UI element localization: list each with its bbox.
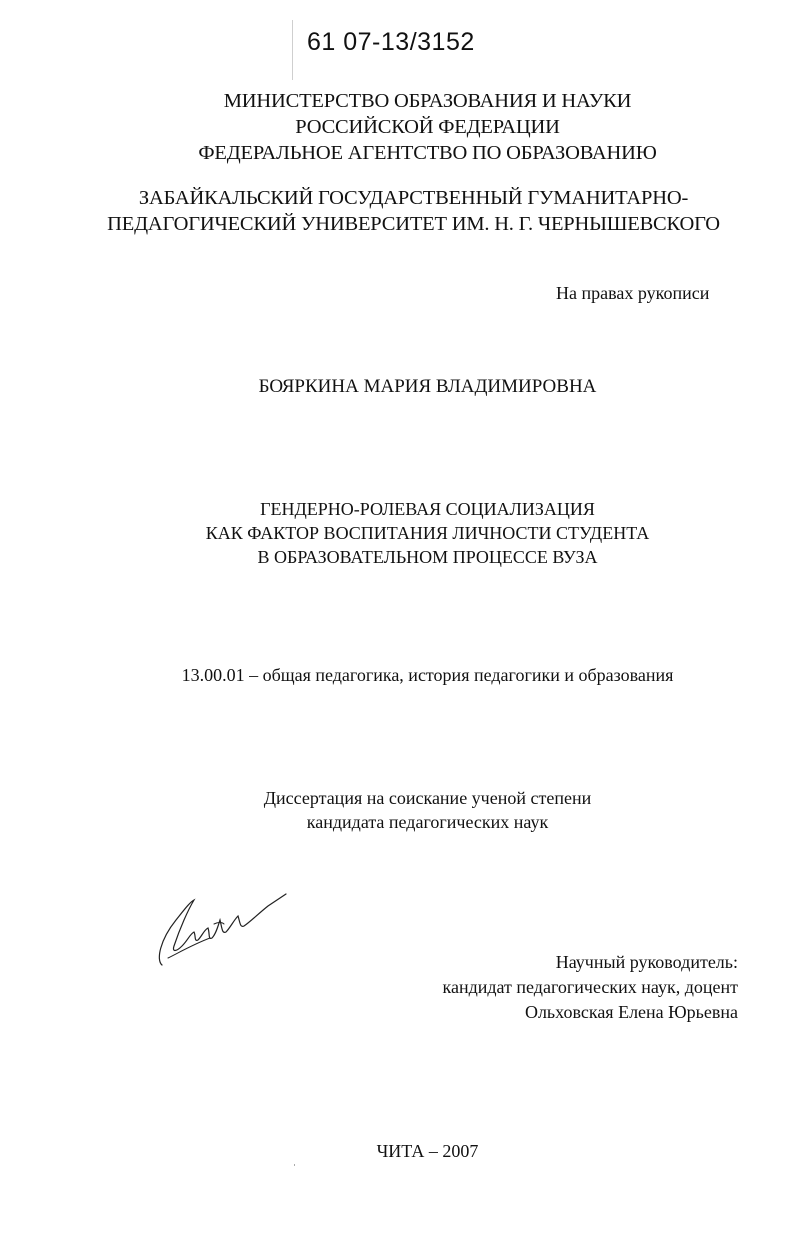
speciality-code	[30, 663, 795, 687]
degree-line-2: кандидата педагогических наук	[306, 812, 549, 832]
supervisor-block	[442, 950, 738, 1025]
title-line-1: ГЕНДЕРНО-РОЛЕВАЯ СОЦИАЛИЗАЦИЯ	[260, 499, 595, 519]
supervisor-degree: кандидат педагогических наук, доцент	[442, 977, 738, 997]
handwritten-signature	[150, 880, 290, 970]
ministry-line-2: РОССИЙСКОЙ ФЕДЕРАЦИИ	[295, 116, 560, 138]
speciality-text: 13.00.01 – общая педагогика, история педагогики и образования	[181, 665, 674, 685]
ministry-line-3: ФЕДЕРАЛЬНОЕ АГЕНТСТВО ПО ОБРАЗОВАНИЮ	[198, 142, 657, 164]
author-name-text: БОЯРКИНА МАРИЯ ВЛАДИМИРОВНА	[258, 376, 597, 397]
library-stamp-number: 61 07-13/3152	[307, 28, 475, 56]
rights-note: На правах рукописи	[556, 283, 710, 303]
dissertation-title	[30, 497, 795, 569]
city-year	[30, 1139, 795, 1163]
university-header	[16, 185, 795, 237]
university-line-2: ПЕДАГОГИЧЕСКИЙ УНИВЕРСИТЕТ ИМ. Н. Г. ЧЕРНЫШЕВСКОГО	[107, 213, 720, 235]
title-line-3: В ОБРАЗОВАТЕЛЬНОМ ПРОЦЕССЕ ВУЗА	[257, 547, 598, 567]
ministry-line-1: МИНИСТЕРСТВО ОБРАЗОВАНИЯ И НАУКИ	[223, 90, 632, 112]
scan-speck	[294, 1164, 295, 1166]
ministry-header	[30, 88, 795, 166]
degree-line-1: Диссертация на соискание ученой степени	[263, 788, 592, 808]
title-line-2: КАК ФАКТОР ВОСПИТАНИЯ ЛИЧНОСТИ СТУДЕНТА	[205, 523, 650, 543]
university-line-1: ЗАБАЙКАЛЬСКИЙ ГОСУДАРСТВЕННЫЙ ГУМАНИТАРНО-	[138, 187, 689, 209]
city-year-text: ЧИТА – 2007	[376, 1141, 479, 1161]
supervisor-label: Научный руководитель:	[555, 952, 738, 972]
author-name	[30, 375, 795, 399]
degree-statement	[30, 786, 795, 834]
supervisor-name: Ольховская Елена Юрьевна	[524, 1002, 738, 1022]
margin-rule	[292, 20, 293, 80]
